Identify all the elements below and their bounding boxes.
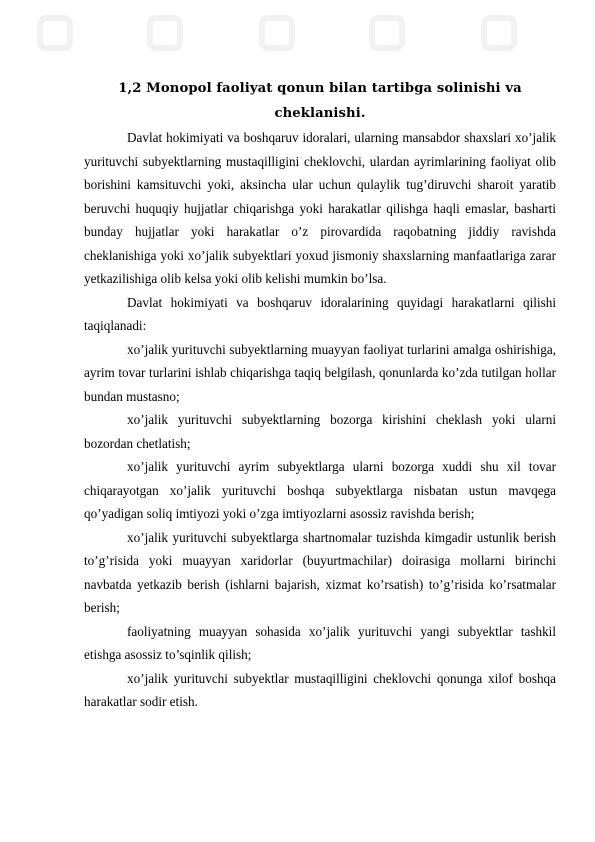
paragraph-prohibited-actions: Davlat hokimiyati va boshqaruv idoralarining quyidagi harakatlarni qilishi taqiqlanadi: — [84, 294, 556, 333]
document-page — [84, 76, 556, 714]
list-item-tax-privileges: xo’jalik yurituvchi ayrim subyektlarga ularni bozorga xuddi shu xil tovar chiqarayotgan xo’jalik yurituvchi boshqa subyektlarga nisbatan ustun mavqega qo’yadigan soliq imtiyozi yoki o’zga imtiyozlarni asossiz ravishda berish; — [84, 459, 556, 521]
list-item-new-entities: faoliyatning muayyan sohasida xo’jalik yurituvchi yangi subyektlar tashkil etishga asossiz to’sqinlik qilish; — [84, 623, 556, 662]
list-item-other-actions: xo’jalik yurituvchi subyektlar mustaqilligini cheklovchi qonunga xilof boshqa harakatlar sodir etish. — [84, 670, 556, 709]
section-title-line-1: 1,2 Monopol faoliyat qonun bilan tartibga solinishi va — [118, 81, 522, 96]
section-title-line-2: cheklanishi. — [274, 106, 366, 121]
list-item-market-entry: xo’jalik yurituvchi subyektlarning bozorga kirishini cheklash yoki ularni bozordan chetlatish; — [84, 412, 556, 451]
section-title — [84, 76, 556, 126]
paragraph-intro: Davlat hokimiyati va boshqaruv idoralari, ularning mansabdor shaxslari xo’jalik yurituvchi subyektlarning mustaqilligini cheklovchi, ulardan ayrimlarining faoliyat olib borishini kamsituvchi yoki, aksincha ular uchun qulaylik tug’diruvchi sharoit yaratib beruvchi huquqiy hujjatlar chiqarishga yoki harakatlar qilishga haqli emaslar, basharti bunday hujjatlar yoki harakatlar o’z pirovardida raqobatning jiddiy ravishda cheklanishiga yoki xo’jalik subyektlari yoxud jismoniy shaxslarning manfaatlariga zarar yetkazilishiga olib kelsa yoki olib kelishi mumkin bo’lsa. — [84, 130, 556, 286]
list-item-activity-ban: xo’jalik yurituvchi subyektlarning muayyan faoliyat turlarini amalga oshirishiga, ayrim tovar turlarini ishlab chiqarishga taqiq belgilash, qonunlarda ko’zda tutilgan hollar bundan mustasno; — [84, 341, 556, 404]
list-item-contract-priority: xo’jalik yurituvchi subyektlarga shartnomalar tuzishda kimgadir ustunlik berish to’g’risida yoki muayyan xaridorlar (buyurtmachilar) doirasiga mollarni birinchi navbatda yetkazib berish (ishlarni bajarish, xizmat ko’rsatish) to’g’risida ko’rsatmalar berish; — [84, 529, 556, 615]
